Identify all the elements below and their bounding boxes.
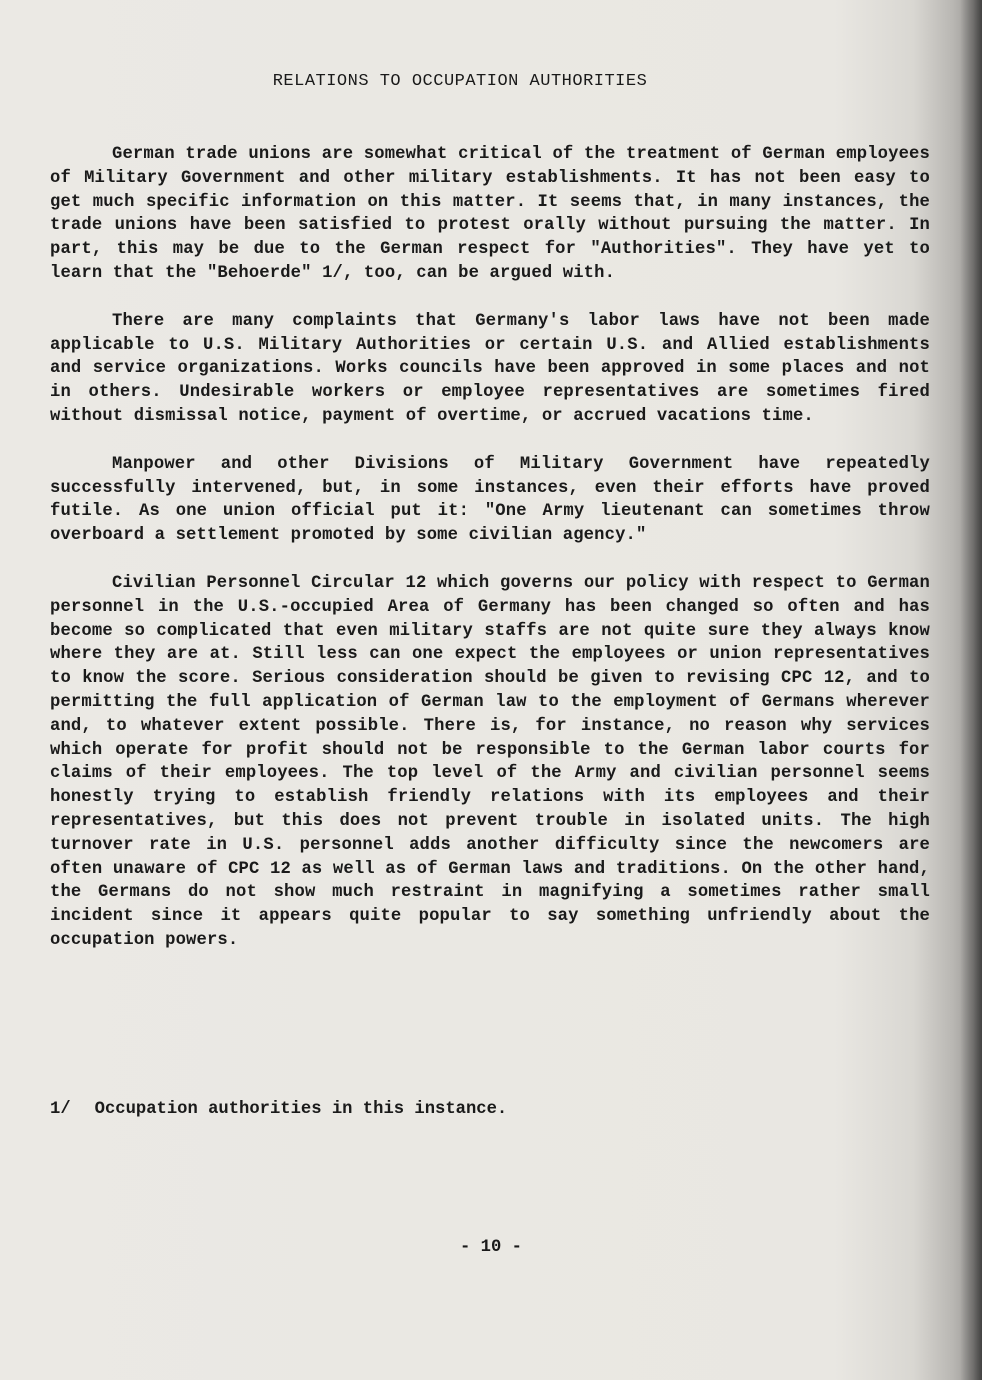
footnote-mark: 1/ [50,1100,71,1119]
footnote [50,1100,507,1119]
paragraph-cpc-12: Civilian Personnel Circular 12 which governs our policy with respect to German personnel in the U.S.-occupied Area of Germany has been changed so often and has become so complicated that even military staffs are not quite sure they always know where they are at. Still less can one expect the employees or union representatives to know the score. Serious consideration should be given to revising CPC 12, and to permitting the full application of German law to the employment of Germans wherever and, to whatever extent possible. There is, for instance, no reason why services which operate for profit should not be responsible to the German labor courts for claims of their employees. The top level of the Army and civilian personnel seems honestly trying to establish friendly relations with its employees and their representatives, but this does not prevent trouble in isolated units. The high turnover rate in U.S. personnel adds another difficulty since the newcomers are often unaware of CPC 12 as well as of German laws and traditions. On the other hand, the Germans do not show much restraint in magnifying a sometimes rather small incident since it appears quite popular to say something unfriendly about the occupation powers. [50,573,930,950]
page-edge-shadow [960,0,982,1380]
paragraph-labor-laws: There are many complaints that Germany's labor laws have not been made applicable to U.S. Military Authorities or certain U.S. and Allied establishments and service organizations. Works councils have been approved in some places and not in others. Undesirable workers or employee representatives are sometimes fired without dismissal notice, payment of overtime, or accrued vacations time. [50,311,930,426]
footnote-text: Occupation authorities in this instance. [94,1100,508,1119]
page-title: RELATIONS TO OCCUPATION AUTHORITIES [272,72,648,91]
page-number: - 10 - [460,1238,522,1257]
paragraph-manpower: Manpower and other Divisions of Military Government have repeatedly successfully intervened, but, in some instances, even their efforts have proved futile. As one union official put it: "One Army lieutenant can sometimes throw overboard a settlement promoted by some civilian agency." [50,454,930,546]
paragraph-trade-unions: German trade unions are somewhat critical of the treatment of German employees of Military Government and other military establishments. It has not been easy to get much specific information on this matter. It seems that, in many instances, the trade unions have been satisfied to protest orally without pursuing the matter. In part, this may be due to the German respect for "Authorities". They have yet to learn that the "Behoerde" 1/, too, can be argued with. [50,145,930,283]
document-body [50,143,930,977]
